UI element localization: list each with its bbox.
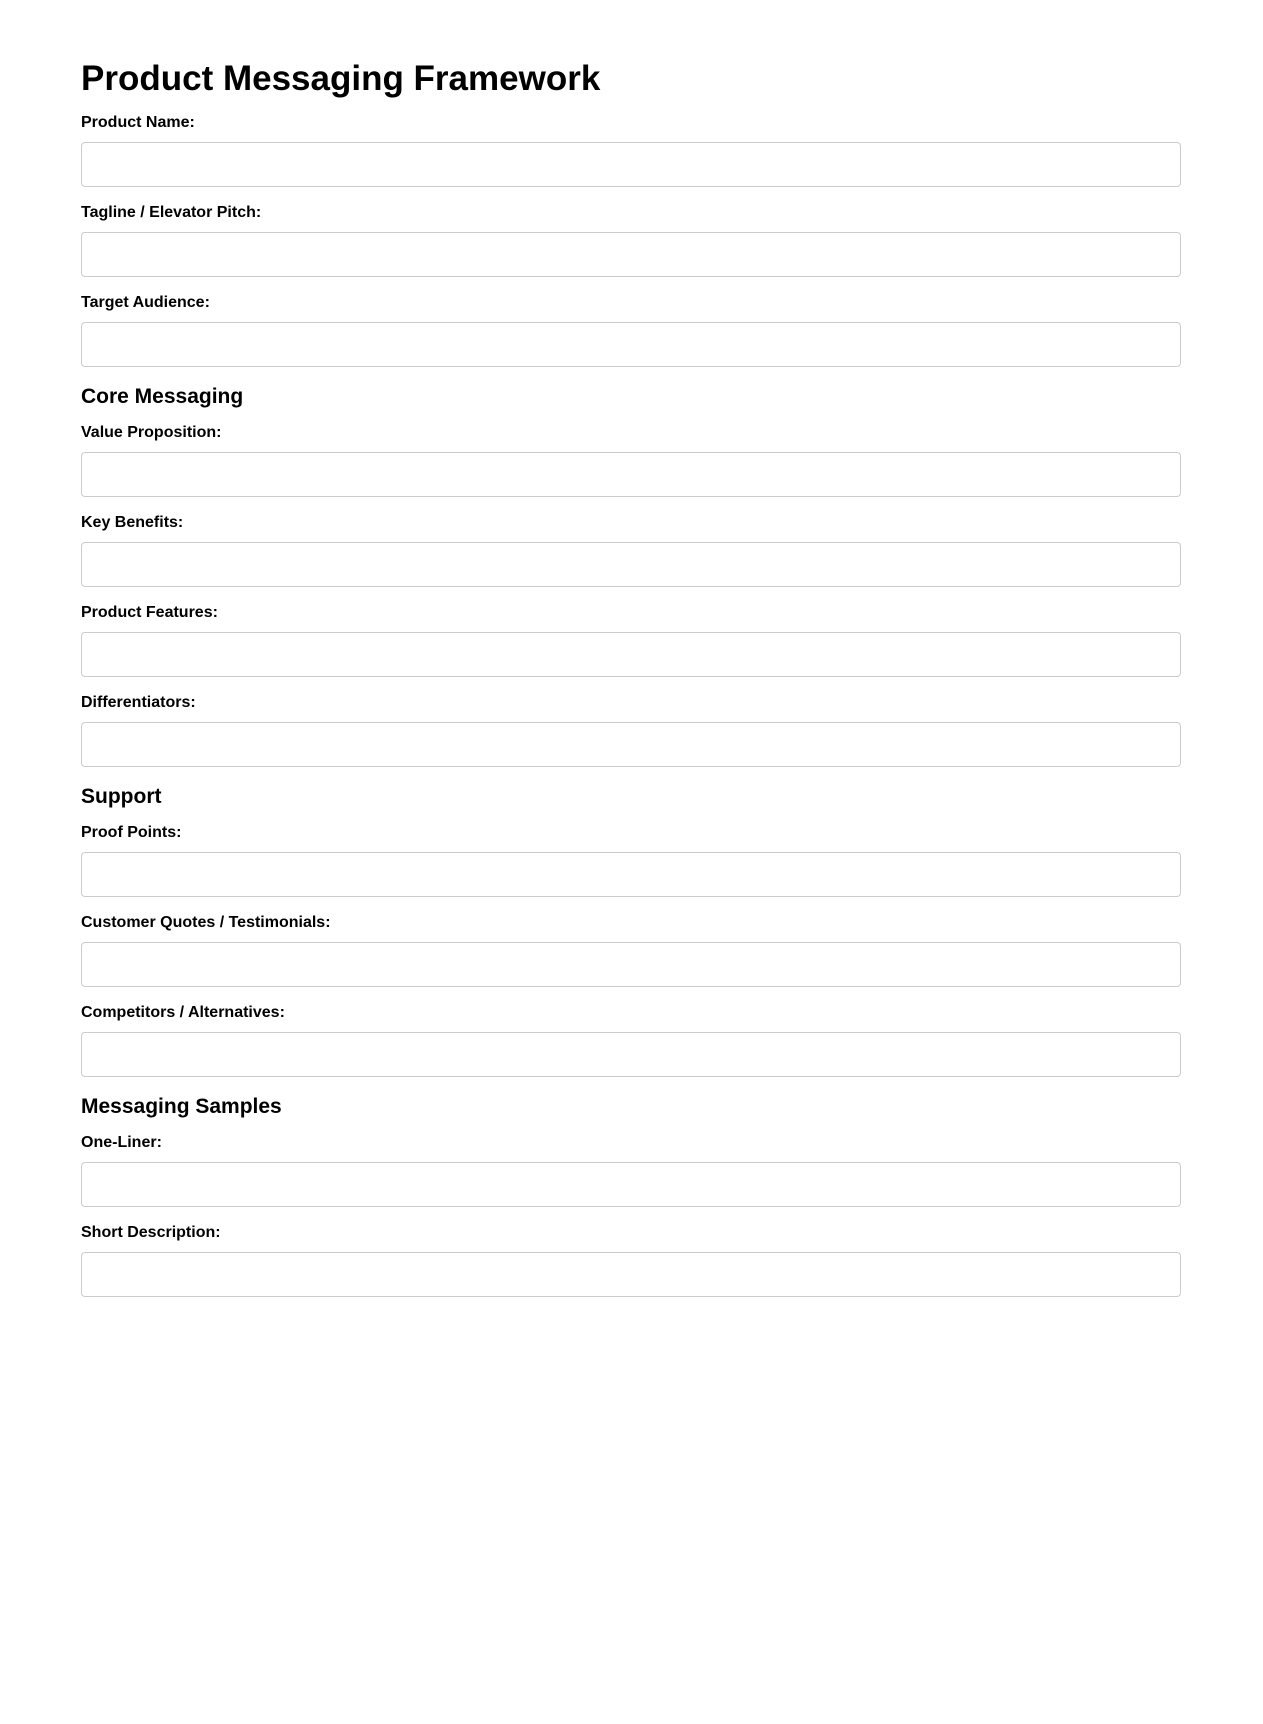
product-name-input[interactable]	[81, 142, 1181, 187]
section-heading-messaging-samples: Messaging Samples	[81, 1095, 282, 1118]
one-liner-input[interactable]	[81, 1162, 1181, 1207]
page-title: Product Messaging Framework	[81, 59, 601, 98]
field-customer-quotes-testimonials	[81, 914, 1181, 987]
field-competitors-alternatives	[81, 1004, 1181, 1077]
field-tagline-elevator-pitch	[81, 204, 1181, 277]
field-label: Value Proposition:	[81, 424, 222, 441]
field-key-benefits	[81, 514, 1181, 587]
field-label: Proof Points:	[81, 824, 182, 841]
field-label: One-Liner:	[81, 1134, 162, 1151]
field-label: Tagline / Elevator Pitch:	[81, 204, 262, 221]
key-benefits-input[interactable]	[81, 542, 1181, 587]
field-label: Target Audience:	[81, 294, 210, 311]
form-content	[81, 114, 1181, 1298]
field-label: Customer Quotes / Testimonials:	[81, 914, 331, 931]
field-label: Key Benefits:	[81, 514, 184, 531]
field-label: Short Description:	[81, 1224, 221, 1241]
field-label: Differentiators:	[81, 694, 196, 711]
field-target-audience	[81, 294, 1181, 367]
field-product-features	[81, 604, 1181, 677]
field-label: Product Features:	[81, 604, 218, 621]
differentiators-input[interactable]	[81, 722, 1181, 767]
product-features-input[interactable]	[81, 632, 1181, 677]
proof-points-input[interactable]	[81, 852, 1181, 897]
target-audience-input[interactable]	[81, 322, 1181, 367]
field-differentiators	[81, 694, 1181, 767]
section-heading-core-messaging: Core Messaging	[81, 385, 244, 408]
section-heading-support: Support	[81, 785, 162, 808]
tagline-elevator-pitch-input[interactable]	[81, 232, 1181, 277]
field-label: Product Name:	[81, 114, 195, 131]
value-proposition-input[interactable]	[81, 452, 1181, 497]
field-product-name	[81, 114, 1181, 187]
field-proof-points	[81, 824, 1181, 897]
field-label: Competitors / Alternatives:	[81, 1004, 285, 1021]
field-one-liner	[81, 1134, 1181, 1207]
short-description-input[interactable]	[81, 1252, 1181, 1297]
competitors-alternatives-input[interactable]	[81, 1032, 1181, 1077]
form-page	[81, 0, 1181, 1298]
field-short-description	[81, 1224, 1181, 1297]
customer-quotes-testimonials-input[interactable]	[81, 942, 1181, 987]
field-value-proposition	[81, 424, 1181, 497]
